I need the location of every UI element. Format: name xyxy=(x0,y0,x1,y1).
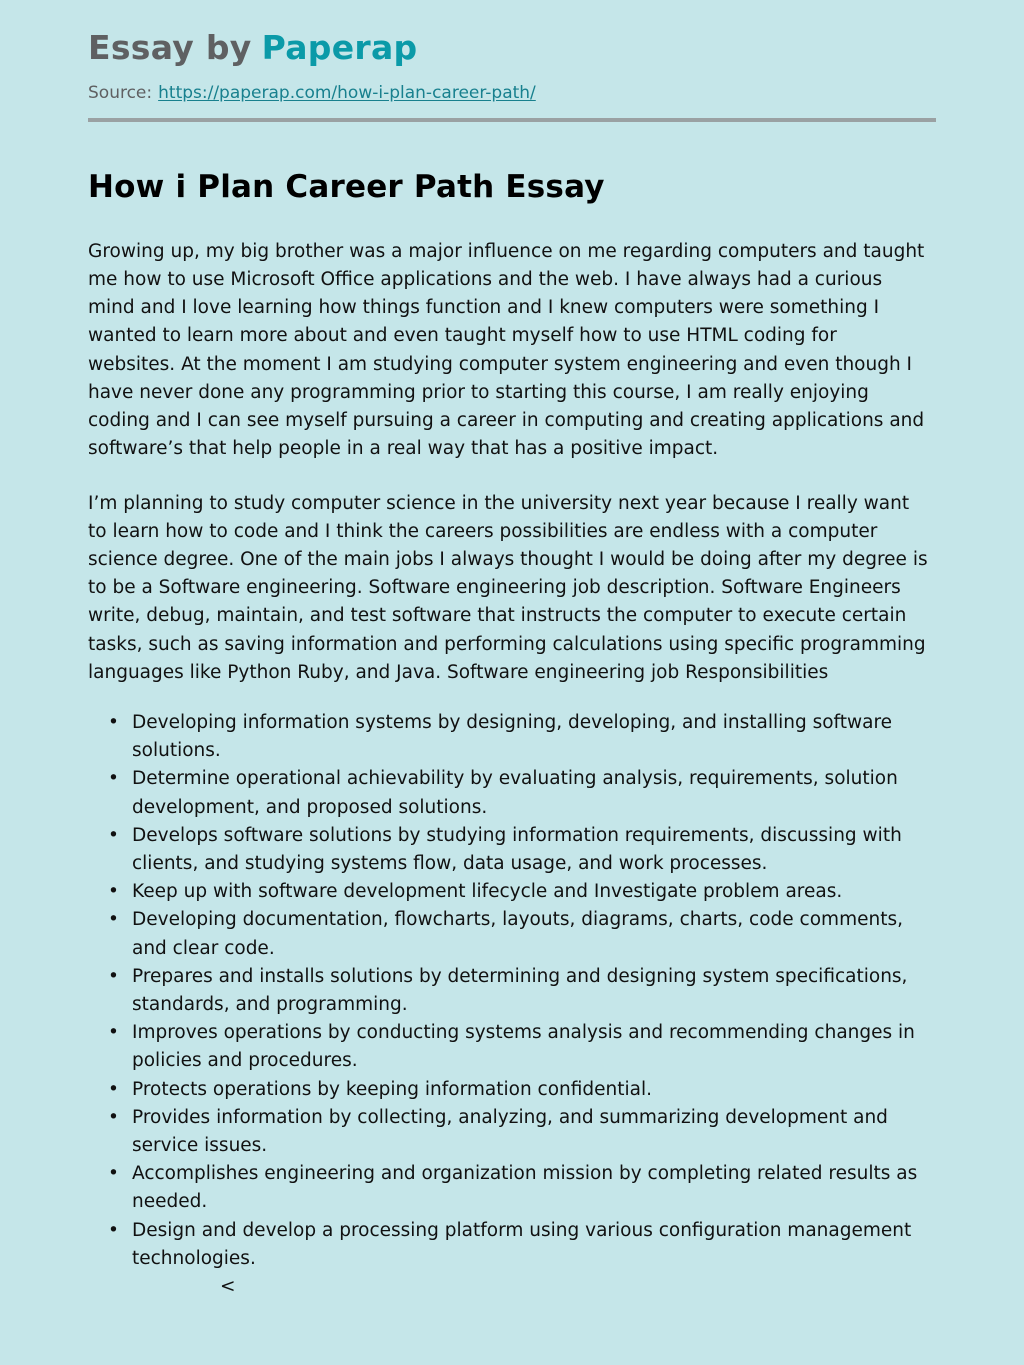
source-url-link[interactable]: https://paperap.com/how-i-plan-career-path/ xyxy=(158,83,536,104)
list-item-text: Developing information systems by designing, developing, and installing software solutions. xyxy=(132,711,893,762)
list-item xyxy=(88,1019,936,1075)
list-item-text: Developing documentation, flowcharts, layouts, diagrams, charts, code comments, and clear code. xyxy=(132,909,903,959)
bullet-icon: • xyxy=(108,909,119,931)
logo-prefix-text: Essay by xyxy=(88,28,252,67)
responsibilities-list xyxy=(88,709,936,1273)
list-item xyxy=(88,1076,936,1104)
list-item-text: Protects operations by keeping information confidential. xyxy=(132,1078,653,1100)
bullet-icon: • xyxy=(108,881,119,903)
list-item-text: Improves operations by conducting systems analysis and recommending changes in policies and procedures. xyxy=(132,1022,915,1072)
logo-brand-text: Paperap xyxy=(261,28,418,67)
list-item xyxy=(88,1104,936,1160)
list-item-text: Keep up with software development lifecycle and Investigate problem areas. xyxy=(132,881,843,903)
bullet-icon: • xyxy=(108,711,119,733)
list-item xyxy=(88,963,936,1019)
source-label: Source: xyxy=(88,83,153,104)
list-item-text: Design and develop a processing platform using various configuration management technologies. xyxy=(132,1219,912,1269)
source-row xyxy=(88,83,936,103)
list-item-text: Accomplishes engineering and organization mission by completing related results as needed. xyxy=(132,1163,918,1213)
bullet-icon: • xyxy=(108,1219,119,1241)
essay-paragraph: I’m planning to study computer science in the university next year because I really want to learn how to code and I think the careers possibilities are endless with a computer science degree. One of the main jobs I always thought I would be doing after my degree is to be a Software engineering. Software engineering job description. Software Engineers write, debug, maintain, and test software that instructs the computer to execute certain tasks, such as saving information and performing calculations using specific programming languages like Python Ruby, and Java. Software engineering job Responsibilities xyxy=(88,492,928,683)
bullet-icon: • xyxy=(108,1022,119,1044)
bullet-icon: • xyxy=(108,965,119,987)
list-item-text: Develops software solutions by studying information requirements, discussing with clients, and studying systems flow, data usage, and work processes. xyxy=(132,824,902,874)
bullet-icon: • xyxy=(108,1106,119,1128)
page-title: How i Plan Career Path Essay xyxy=(88,168,605,205)
trailing-text-fragment: < xyxy=(220,1275,236,1297)
list-item xyxy=(88,765,936,821)
header-divider xyxy=(88,118,936,122)
essay-content xyxy=(0,169,1024,1302)
site-logo[interactable] xyxy=(88,30,936,66)
list-item xyxy=(88,1217,936,1273)
bullet-icon: • xyxy=(108,1163,119,1185)
list-item-text: Determine operational achievability by evaluating analysis, requirements, solution development, and proposed solutions. xyxy=(132,768,898,818)
list-item xyxy=(88,822,936,878)
list-item xyxy=(88,1160,936,1216)
list-item xyxy=(88,709,936,765)
essay-paragraph: Growing up, my big brother was a major influence on me regarding computers and taught me how to use Microsoft Office applications and the web. I have always had a curious mind and I love learning how things function and I knew computers were something I wanted to learn more about and even taught myself how to use HTML coding for websites. At the moment I am studying computer system engineering and even though I have never done any programming prior to starting this course, I am really enjoying coding and I can see myself pursuing a career in computing and creating applications and software’s that help people in a real way that has a positive impact. xyxy=(88,240,925,460)
bullet-icon: • xyxy=(108,1078,119,1100)
page-header xyxy=(0,0,1024,122)
list-item xyxy=(88,906,936,962)
list-item-text: Prepares and installs solutions by determining and designing system specifications, standards, and programming. xyxy=(132,965,908,1015)
bullet-icon: • xyxy=(108,768,119,790)
list-item xyxy=(88,878,936,906)
bullet-icon: • xyxy=(108,824,119,846)
list-item-text: Provides information by collecting, analyzing, and summarizing development and service issues. xyxy=(132,1106,888,1156)
